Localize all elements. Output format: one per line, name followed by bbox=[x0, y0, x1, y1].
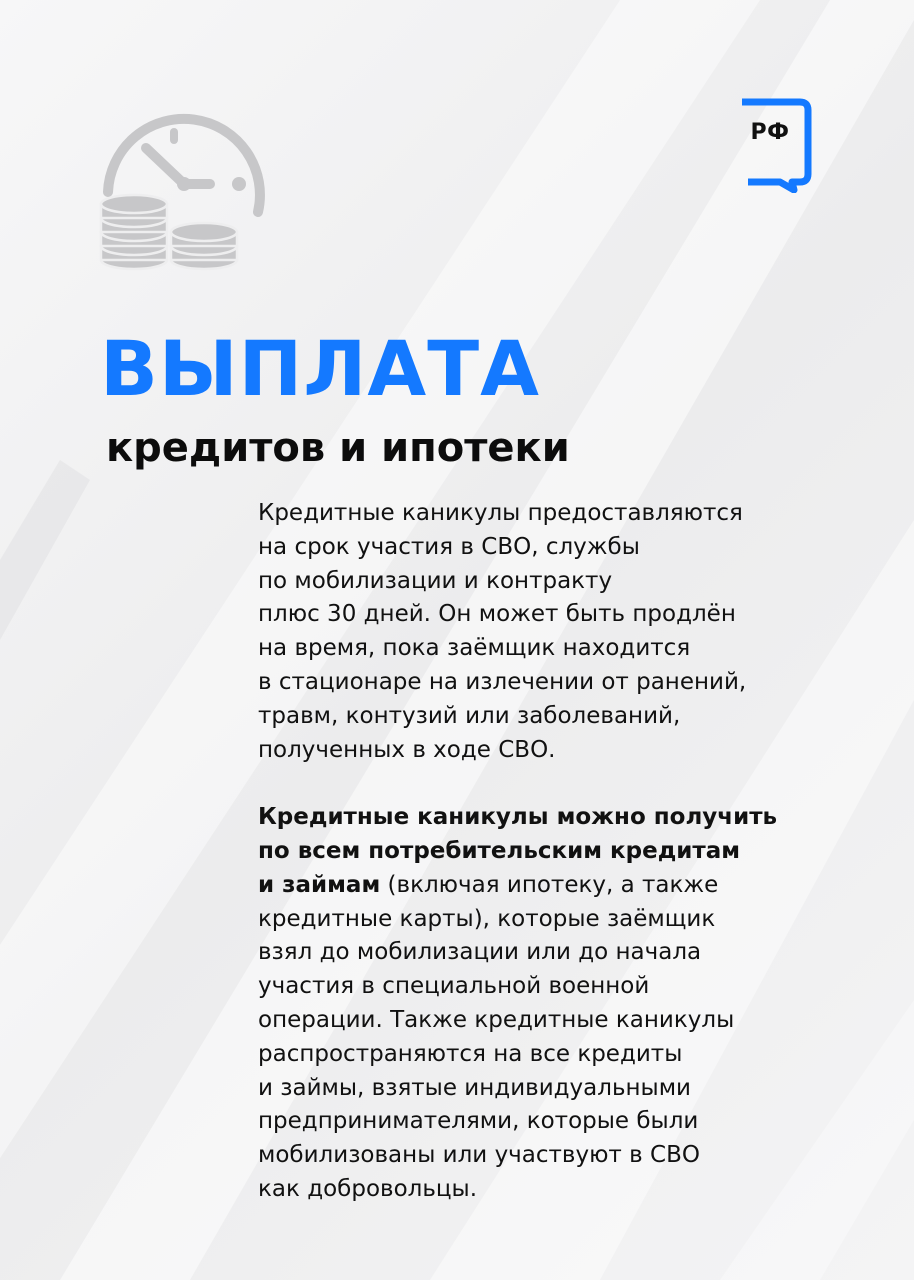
rf-logo bbox=[734, 98, 814, 193]
text-line: полученных в ходе СВО. bbox=[258, 736, 556, 763]
text-line: предпринимателями, которые были bbox=[258, 1108, 699, 1135]
text-line: в стационаре на излечении от ранений, bbox=[258, 668, 747, 695]
bold-text-line: Кредитные каникулы можно получить bbox=[258, 804, 778, 831]
bold-text-line: по всем потребительским кредитам bbox=[258, 837, 741, 864]
body-text bbox=[258, 497, 858, 1207]
text-line: распространяются на все кредиты bbox=[258, 1040, 683, 1067]
text-line: на срок участия в СВО, службы bbox=[258, 533, 640, 560]
text-line: кредитные карты), которые заёмщик bbox=[258, 905, 716, 932]
text-line: участия в специальной военной bbox=[258, 973, 650, 1000]
text-line: Кредитные каникулы предоставляются bbox=[258, 500, 743, 526]
inline-text: (включая ипотеку, а также bbox=[380, 871, 719, 898]
text-line: взял до мобилизации или до начала bbox=[258, 939, 702, 966]
text-line: по мобилизации и контракту bbox=[258, 567, 613, 594]
text-line: травм, контузий или заболеваний, bbox=[258, 702, 681, 729]
page-title: ВЫПЛАТА bbox=[100, 324, 540, 413]
paragraph-1 bbox=[258, 497, 858, 767]
text-line: как добровольцы. bbox=[258, 1175, 478, 1202]
text-line: и займы, взятые индивидуальными bbox=[258, 1074, 692, 1101]
page-subtitle: кредитов и ипотеки bbox=[106, 425, 570, 471]
text-line: мобилизованы или участвуют в СВО bbox=[258, 1142, 700, 1169]
speech-bubble-icon bbox=[734, 98, 814, 193]
mixed-text-line bbox=[258, 869, 858, 903]
logo-text: РФ bbox=[750, 120, 790, 145]
text-line: операции. Также кредитные каникулы bbox=[258, 1006, 735, 1033]
paragraph-2 bbox=[258, 801, 858, 1207]
text-line: на время, пока заёмщик находится bbox=[258, 635, 691, 662]
text-line: плюс 30 дней. Он может быть продлён bbox=[258, 601, 736, 628]
clock-with-coins-icon bbox=[98, 100, 270, 272]
bold-inline-text: и займам bbox=[258, 871, 381, 898]
